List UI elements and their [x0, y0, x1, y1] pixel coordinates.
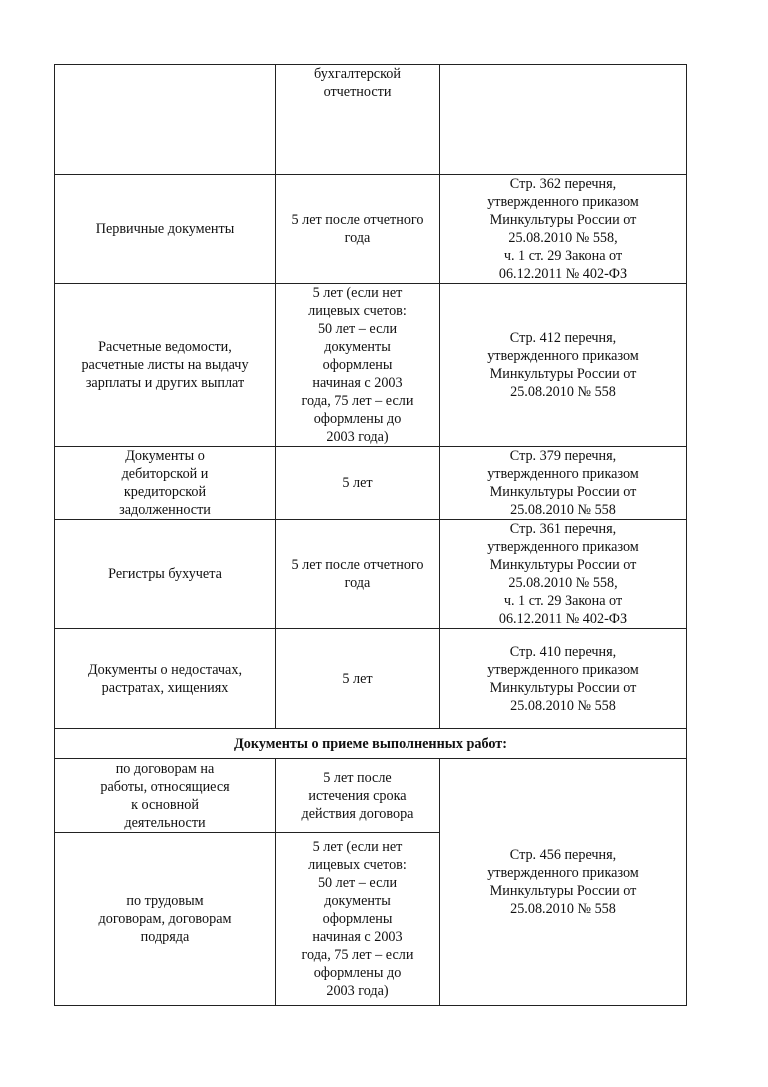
cell-text-line: начиная с 2003 [312, 929, 403, 945]
cell-text-line: 5 лет (если нет [312, 839, 403, 855]
cell-text-line: Минкультуры России от [489, 484, 637, 500]
cell-text-line: работы, относящиеся [100, 778, 230, 795]
cell-text-line: 06.12.2011 № 402-ФЗ [498, 266, 628, 282]
cell-text-line: оформлены [322, 357, 393, 373]
document-type-cell [55, 175, 276, 284]
cell-text-line: 25.08.2010 № 558 [510, 697, 616, 714]
cell-text-line: расчетные листы на выдачу [81, 357, 249, 373]
cell-text-line: утвержденного приказом [487, 865, 639, 881]
cell-text-line: утвержденного приказом [487, 539, 639, 555]
cell-text-line: 5 лет после [323, 769, 392, 786]
table-row [55, 520, 687, 629]
cell-text-line: к основной [131, 796, 199, 813]
legal-basis-cell [440, 65, 687, 175]
cell-text-line: лицевых счетов: [308, 303, 407, 319]
section-heading: Документы о приеме выполненных работ: [55, 729, 687, 759]
cell-text-line: 25.08.2010 № 558 [510, 502, 616, 518]
cell-text-line: задолженности [119, 502, 211, 518]
retention-period-cell [276, 65, 440, 175]
legal-basis-cell [440, 175, 687, 284]
cell-text-line: 5 лет после отчетного [291, 557, 424, 573]
cell-text-line: по договорам на [115, 760, 215, 777]
cell-text-line: оформлены [322, 911, 393, 927]
cell-text-line: Минкультуры России от [489, 557, 637, 573]
cell-text-line: лицевых счетов: [308, 857, 407, 873]
cell-text-line: ч. 1 ст. 29 Закона от [503, 248, 623, 264]
section-heading-row [55, 729, 687, 759]
cell-text-line: 5 лет [342, 670, 373, 687]
table-row [55, 629, 687, 729]
cell-text-line: 5 лет [342, 475, 373, 491]
cell-text-line: Минкультуры России от [489, 212, 637, 228]
cell-text-line: зарплаты и других выплат [85, 375, 245, 391]
cell-text-line: 25.08.2010 № 558, [508, 230, 618, 246]
cell-text-line: Документы о [125, 448, 205, 464]
cell-text-line: 25.08.2010 № 558, [508, 575, 618, 591]
document-type-cell [55, 65, 276, 175]
table-row [55, 175, 687, 284]
legal-basis-cell [440, 629, 687, 729]
cell-text-line: 2003 года) [326, 429, 389, 445]
cell-text-line: 25.08.2010 № 558 [510, 901, 616, 917]
legal-basis-cell [440, 520, 687, 629]
retention-period-cell [276, 520, 440, 629]
cell-text-line: кредиторской [123, 484, 207, 500]
table-row [55, 759, 687, 833]
cell-text-line: Минкультуры России от [489, 679, 637, 696]
legal-basis-cell [440, 759, 687, 1006]
document-type-cell [55, 759, 276, 833]
legal-basis-cell [440, 447, 687, 520]
document-type-cell [55, 833, 276, 1006]
legal-basis-cell [440, 284, 687, 447]
cell-text-line: подряда [140, 929, 190, 945]
cell-text-line: начиная с 2003 [312, 375, 403, 391]
cell-text-line: Стр. 456 перечня, [509, 847, 617, 863]
cell-text-line: Минкультуры России от [489, 883, 637, 899]
cell-text-line: 2003 года) [326, 983, 389, 999]
document-type-cell [55, 520, 276, 629]
cell-text-line: Стр. 412 перечня, [509, 330, 617, 346]
cell-text-line: утвержденного приказом [487, 661, 639, 678]
cell-text-line: растратах, хищениях [101, 679, 229, 696]
cell-text-line: отчетности [323, 84, 392, 100]
cell-text-line: по трудовым [126, 893, 204, 909]
cell-text-line: Регистры бухучета [108, 566, 222, 582]
cell-text-line: Стр. 410 перечня, [509, 643, 617, 660]
retention-period-cell [276, 175, 440, 284]
retention-period-cell [276, 284, 440, 447]
cell-text-line: бухгалтерской [314, 66, 401, 82]
retention-period-cell [276, 759, 440, 833]
retention-period-cell [276, 447, 440, 520]
cell-text-line: Документы о недостачах, [88, 661, 242, 678]
document-type-cell [55, 284, 276, 447]
table-row [55, 65, 687, 175]
cell-text-line: Расчетные ведомости, [98, 339, 232, 355]
cell-text-line: договорам, договорам [98, 911, 232, 927]
cell-text-line: 5 лет после отчетного [291, 212, 424, 228]
document-table [54, 64, 687, 1006]
cell-text-line: 25.08.2010 № 558 [510, 384, 616, 400]
cell-text-line: 06.12.2011 № 402-ФЗ [498, 611, 628, 627]
table-row [55, 447, 687, 520]
cell-text-line: Стр. 362 перечня, [509, 176, 617, 192]
table-row [55, 284, 687, 447]
cell-text-line: утвержденного приказом [487, 348, 639, 364]
cell-text-line: оформлены до [313, 411, 402, 427]
cell-text-line: года [344, 230, 371, 246]
cell-text-line: документы [324, 893, 391, 909]
cell-text-line: года, 75 лет – если [301, 393, 414, 409]
cell-text-line: деятельности [124, 814, 206, 831]
retention-period-cell [276, 629, 440, 729]
document-type-cell [55, 447, 276, 520]
retention-period-cell [276, 833, 440, 1006]
cell-text-line: года, 75 лет – если [301, 947, 414, 963]
cell-text-line: дебиторской и [121, 466, 209, 482]
cell-text-line: документы [324, 339, 391, 355]
cell-text-line: действия договора [301, 805, 414, 822]
cell-text-line: ч. 1 ст. 29 Закона от [503, 593, 623, 609]
cell-text-line: Первичные документы [95, 221, 235, 237]
document-type-cell [55, 629, 276, 729]
cell-text-line: оформлены до [313, 965, 402, 981]
cell-text-line: Стр. 361 перечня, [509, 521, 617, 537]
cell-text-line: утвержденного приказом [487, 466, 639, 482]
cell-text-line: 5 лет (если нет [312, 285, 403, 301]
cell-text-line: утвержденного приказом [487, 194, 639, 210]
cell-text-line: Минкультуры России от [489, 366, 637, 382]
cell-text-line: 50 лет – если [317, 321, 398, 337]
cell-text-line: истечения срока [308, 787, 407, 804]
cell-text-line: 50 лет – если [317, 875, 398, 891]
cell-text-line: Стр. 379 перечня, [509, 448, 617, 464]
cell-text-line: года [344, 575, 371, 591]
